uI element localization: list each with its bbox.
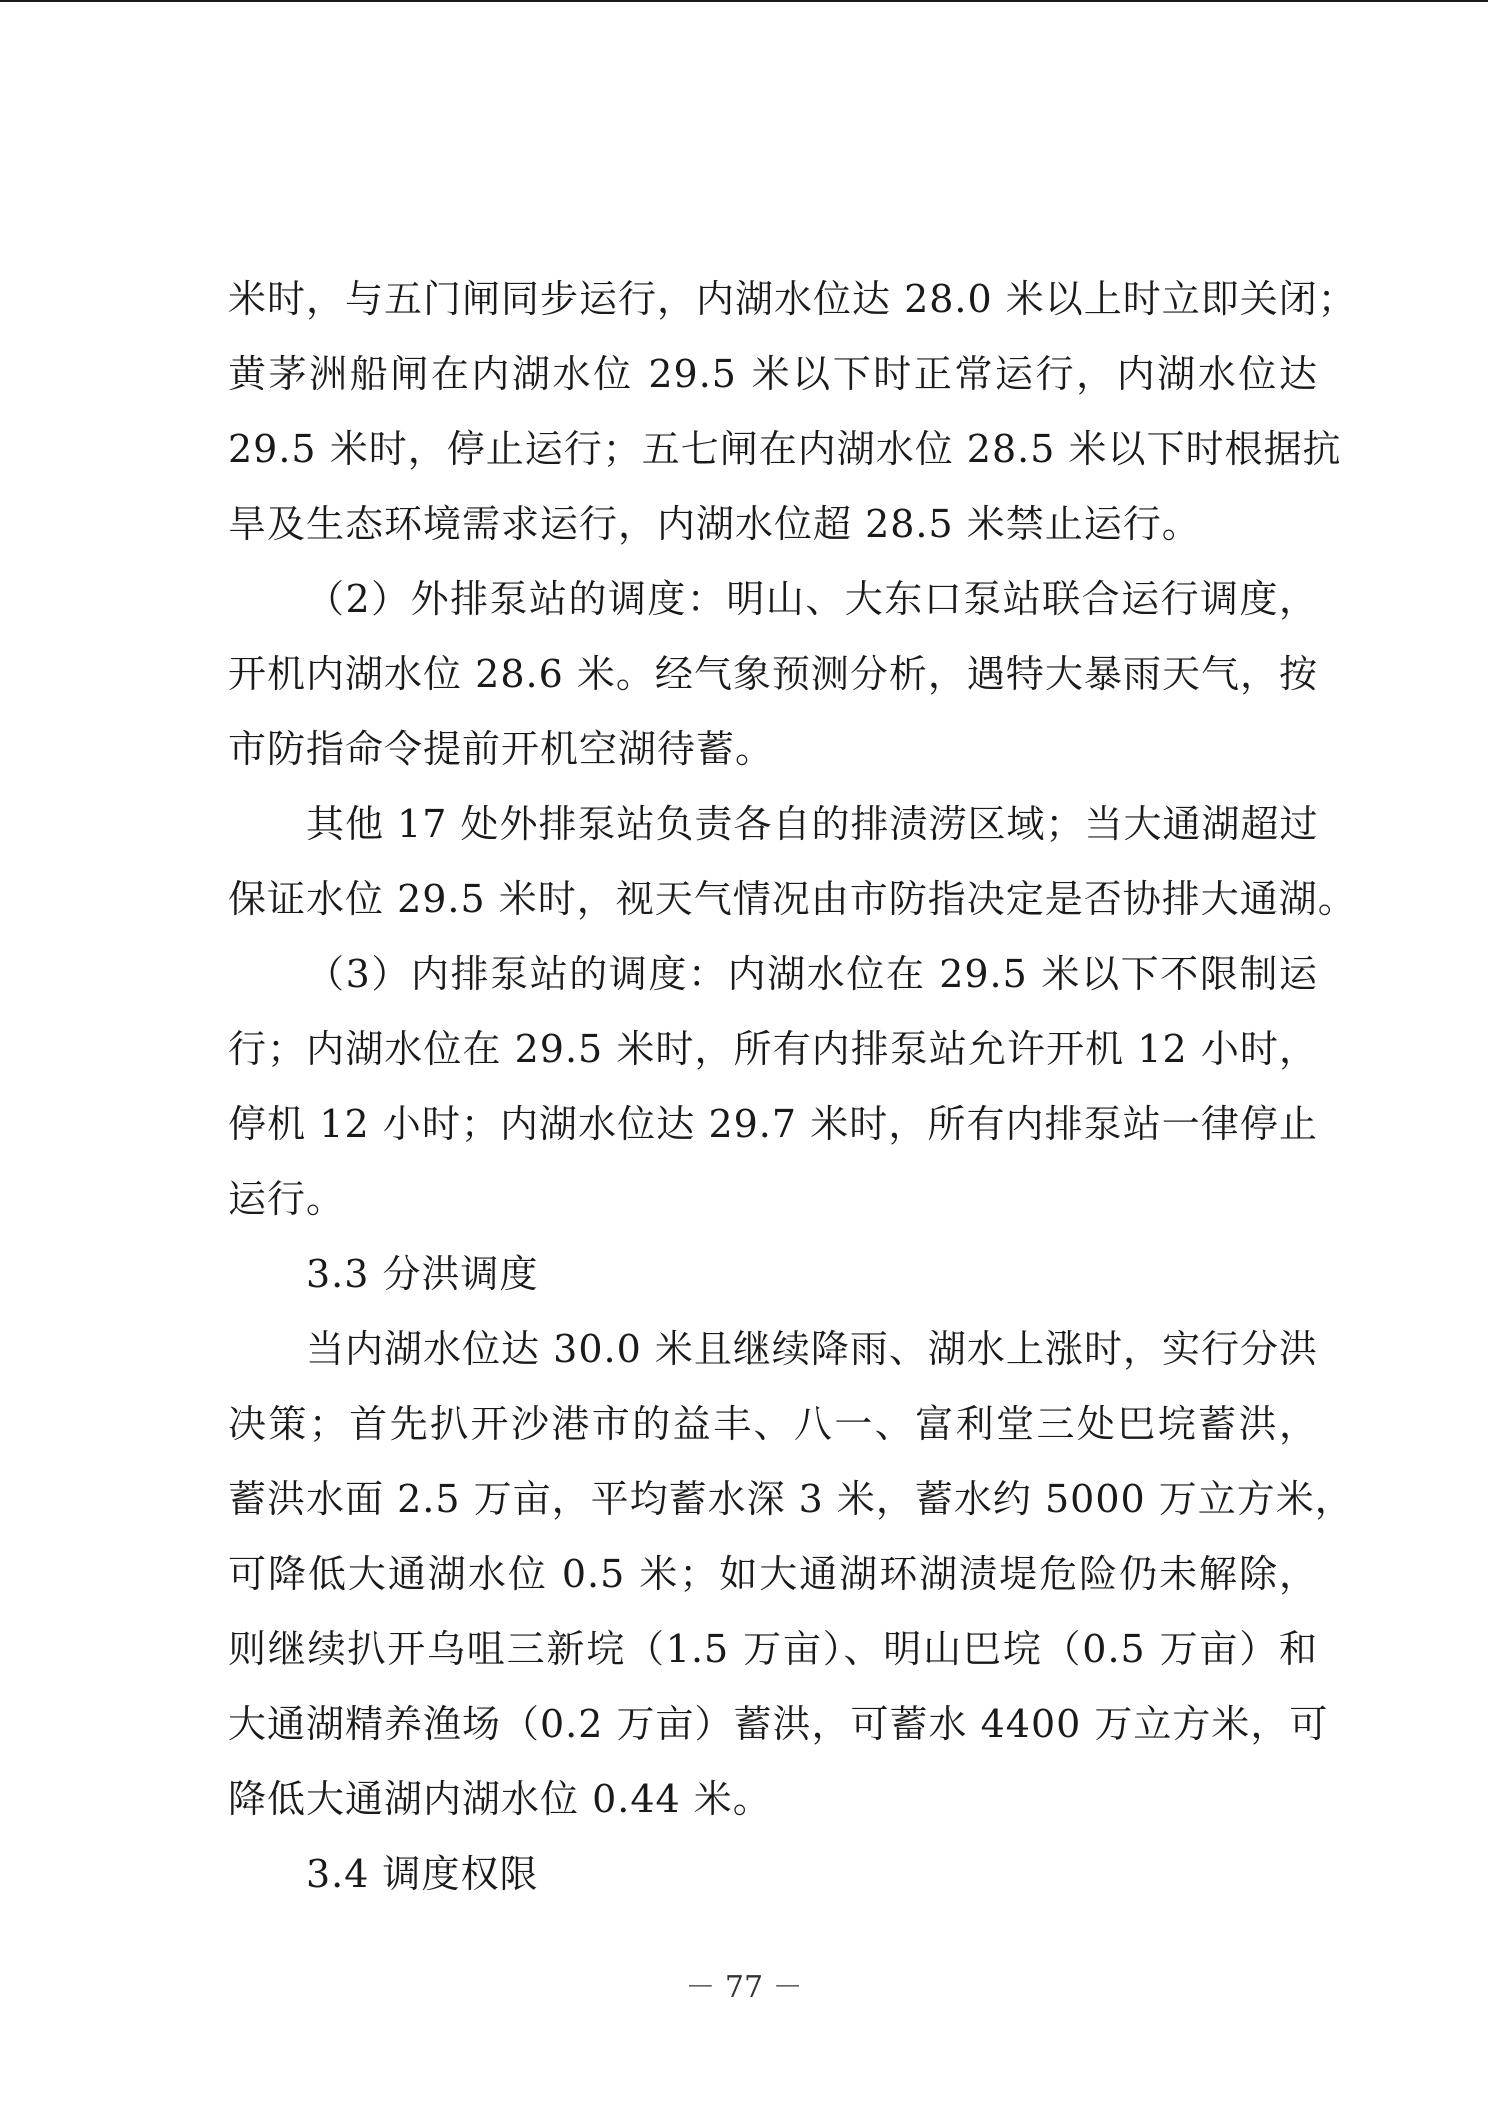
section-heading-3-3: 3.3 分洪调度 bbox=[306, 1252, 539, 1296]
text-line: （2）外排泵站的调度：明山、大东口泵站联合运行调度， bbox=[306, 577, 1318, 621]
text-line: （3）内排泵站的调度：内湖水位在 29.5 米以下不限制运 bbox=[306, 952, 1318, 996]
text-line: 决策；首先扒开沙港市的益丰、八一、富利堂三处巴垸蓄洪， bbox=[228, 1402, 1318, 1446]
text-line: 降低大通湖内湖水位 0.44 米。 bbox=[228, 1777, 772, 1821]
text-line: 行；内湖水位在 29.5 米时，所有内排泵站允许开机 12 小时， bbox=[228, 1027, 1318, 1071]
text-line: 开机内湖水位 28.6 米。经气象预测分析，遇特大暴雨天气，按 bbox=[228, 652, 1318, 696]
text-line: 运行。 bbox=[228, 1177, 346, 1221]
text-line: 其他 17 处外排泵站负责各自的排渍涝区域；当大通湖超过 bbox=[306, 802, 1319, 846]
text-line: 可降低大通湖水位 0.5 米；如大通湖环湖渍堤危险仍未解除， bbox=[228, 1552, 1318, 1596]
page-number: － 77 － bbox=[685, 1970, 803, 2005]
text-line: 市防指命令提前开机空湖待蓄。 bbox=[228, 727, 775, 771]
page-top-border bbox=[0, 0, 1488, 2]
text-line: 大通湖精养渔场（0.2 万亩）蓄洪，可蓄水 4400 万立方米，可 bbox=[228, 1702, 1329, 1746]
text-line: 旱及生态环境需求运行，内湖水位超 28.5 米禁止运行。 bbox=[228, 502, 1201, 546]
text-line: 当内湖水位达 30.0 米且继续降雨、湖水上涨时，实行分洪 bbox=[306, 1327, 1318, 1371]
document-body bbox=[228, 262, 1357, 1912]
text-line: 29.5 米时，停止运行；五七闸在内湖水位 28.5 米以下时根据抗 bbox=[228, 427, 1342, 471]
text-line: 停机 12 小时；内湖水位达 29.7 米时，所有内排泵站一律停止 bbox=[228, 1102, 1318, 1146]
text-line: 黄茅洲船闸在内湖水位 29.5 米以下时正常运行，内湖水位达 bbox=[228, 352, 1318, 396]
text-line: 保证水位 29.5 米时，视天气情况由市防指决定是否协排大通湖。 bbox=[228, 877, 1357, 921]
section-heading-3-4: 3.4 调度权限 bbox=[306, 1852, 539, 1896]
text-line: 米时，与五门闸同步运行，内湖水位达 28.0 米以上时立即关闭； bbox=[228, 277, 1357, 321]
text-line: 蓄洪水面 2.5 万亩，平均蓄水深 3 米，蓄水约 5000 万立方米， bbox=[228, 1477, 1354, 1521]
text-line: 则继续扒开乌咀三新垸（1.5 万亩）、明山巴垸（0.5 万亩）和 bbox=[228, 1627, 1318, 1671]
